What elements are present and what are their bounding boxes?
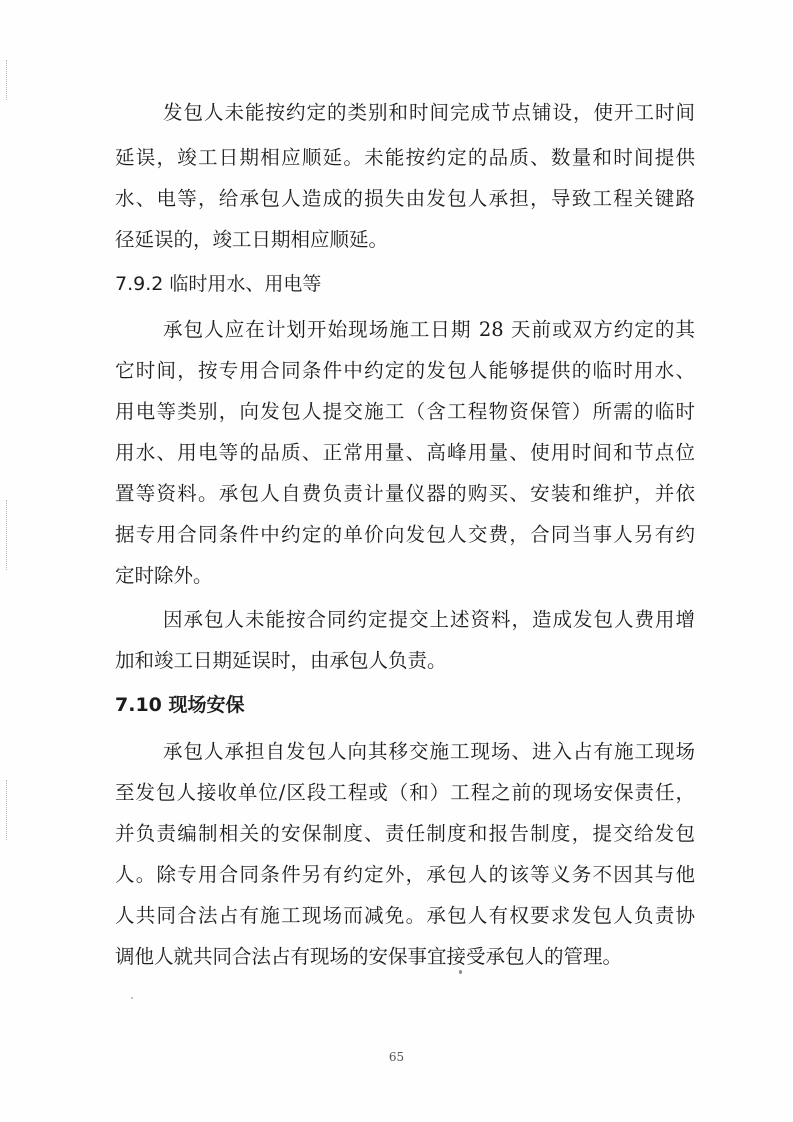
paragraph-line: 置等资料。承包人自费负责计量仪器的购买、安装和维护，并依 [115,482,695,505]
paragraph-line: 并负责编制相关的安保制度、责任制度和报告制度，提交给发包 [115,822,695,845]
paragraph-line: 人。除专用合同条件另有约定外，承包人的该等义务不因其与他 [115,863,695,886]
paragraph-line: 发包人未能按约定的类别和时间完成节点铺设，使开工时间 [163,101,695,124]
paragraph-line: 径延误的，竣工日期相应顺延。 [115,228,389,251]
page-number: 65 [388,1050,405,1064]
scan-speck [131,997,133,999]
paragraph-line: 水、电等，给承包人造成的损失由发包人承担，导致工程关键路 [115,187,695,210]
paragraph-line: 人共同合法占有施工现场而减免。承包人有权要求发包人负责协 [115,904,695,927]
scan-speck [459,970,462,974]
section-heading: 7.9.2 临时用水、用电等 [115,273,322,295]
paragraph-line: 用电等类别，向发包人提交施工（含工程物资保管）所需的临时 [115,400,695,423]
scan-edge-marks [6,500,11,570]
paragraph-line: 用水、用电等的品质、正常用量、高峰用量、使用时间和节点位 [115,441,695,464]
paragraph-line: 承包人承担自发包人向其移交施工现场、进入占有施工现场 [163,740,695,763]
scan-edge-marks [6,60,11,100]
paragraph-line: 延误，竣工日期相应顺延。未能按约定的品质、数量和时间提供 [115,146,695,169]
paragraph-line: 因承包人未能按合同约定提交上述资料，造成发包人费用增 [163,608,695,631]
paragraph-line: 定时除外。 [115,564,213,587]
paragraph-line: 调他人就共同合法占有现场的安保事宜接受承包人的管理。 [115,945,623,968]
paragraph-line: 据专用合同条件中约定的单价向发包人交费，合同当事人另有约 [115,523,695,546]
scan-edge-marks [6,780,11,840]
section-heading: 7.10 现场安保 [115,694,245,716]
paragraph-line: 至发包人接收单位/区段工程或（和）工程之前的现场安保责任， [115,781,695,804]
paragraph-line: 加和竣工日期延误时，由承包人负责。 [115,649,447,672]
paragraph-line: 它时间，按专用合同条件中约定的发包人能够提供的临时用水、 [115,359,695,382]
paragraph-line: 承包人应在计划开始现场施工日期 28 天前或双方约定的其 [163,318,695,341]
